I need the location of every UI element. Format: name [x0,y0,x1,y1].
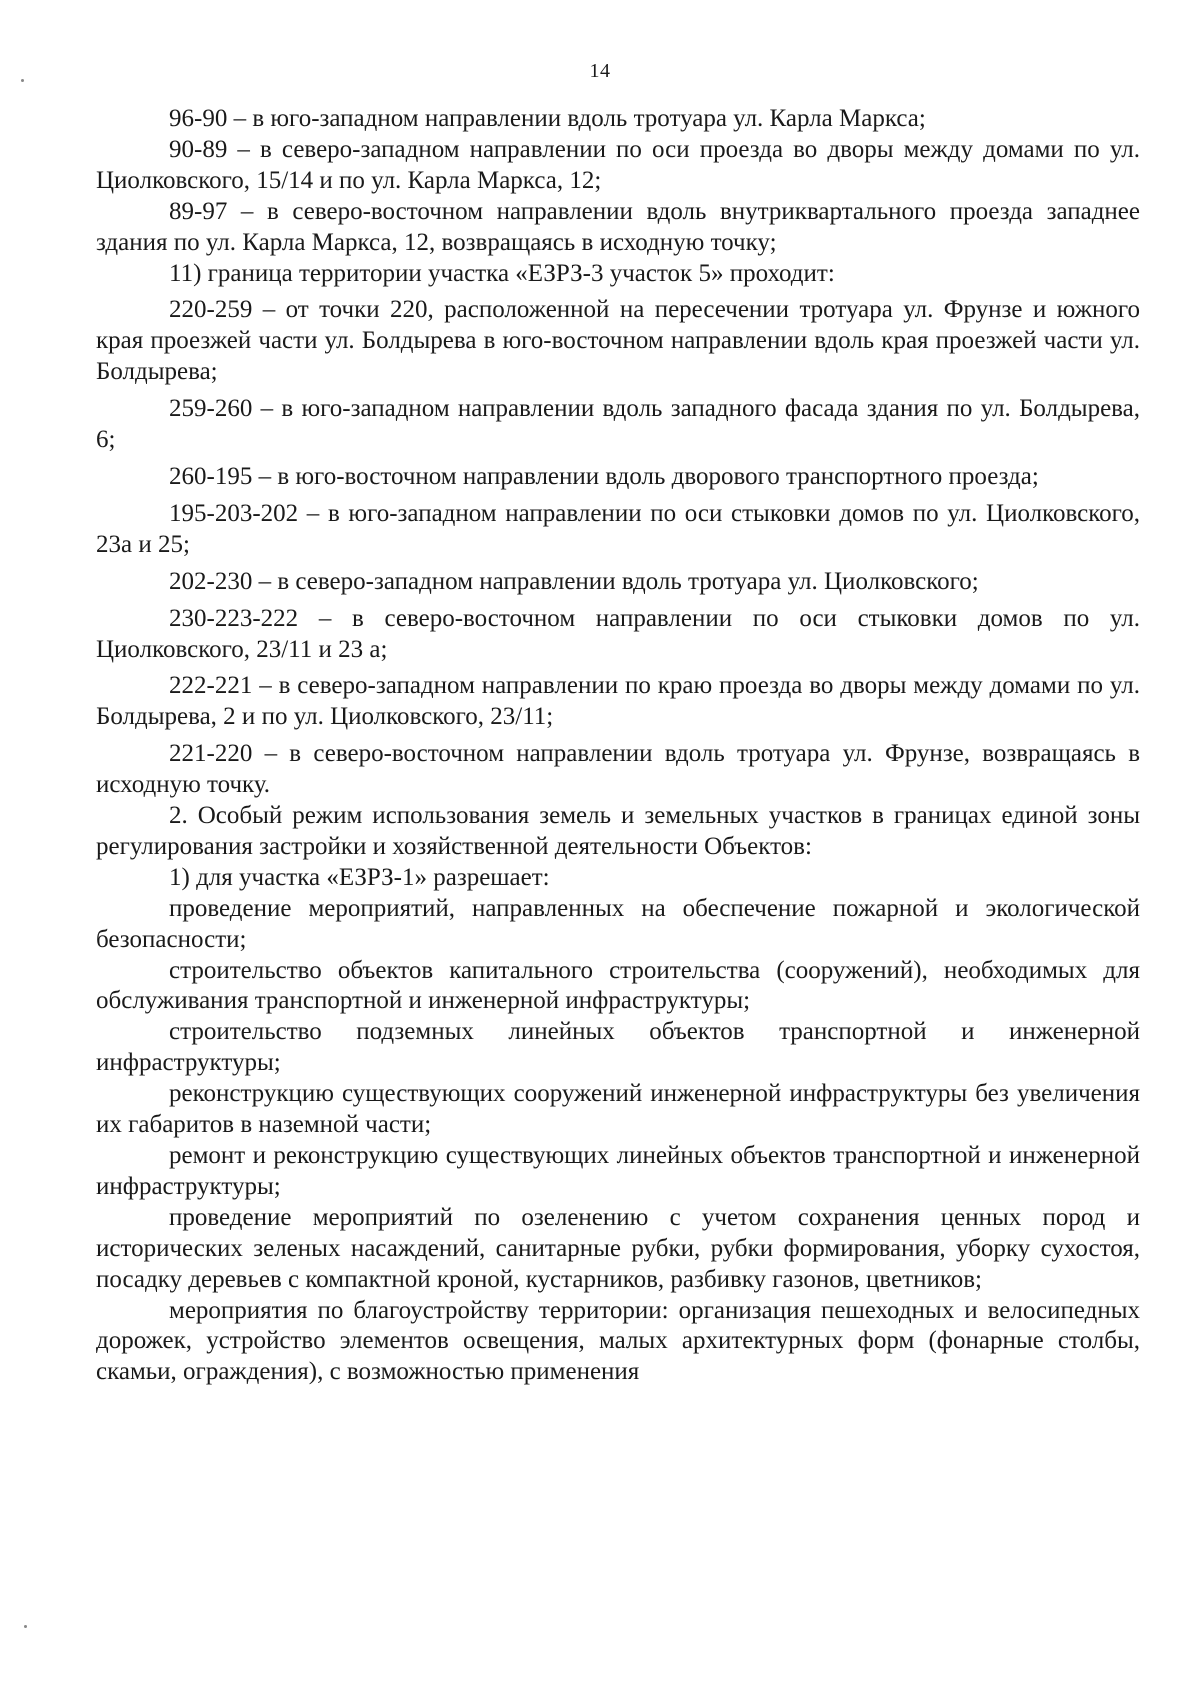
paragraph: мероприятия по благоустройству территории: организация пешеходных и велосипедных дорожек, устройство элементов освещения, малых архитектурных форм (фонарные столбы, скамьи, ограждения), с возможностью применения [96,1296,1140,1386]
paragraph: строительство объектов капитального строительства (сооружений), необходимых для обслуживания транспортной и инженерной инфраструктуры; [96,956,1140,1015]
paragraph: 90-89 – в северо-западном направлении по оси проезда во дворы между домами по ул. Циолковского, 15/14 и по ул. Карла Маркса, 12; [96,135,1140,194]
paragraph: 2. Особый режим использования земель и земельных участков в границах единой зоны регулирования застройки и хозяйственной деятельности Объектов: [96,802,1140,860]
paragraph: проведение мероприятий, направленных на обеспечение пожарной и экологической безопасности; [96,894,1140,953]
paragraph: 222-221 – в северо-западном направлении по краю проезда во дворы между домами по ул. Болдырева, 2 и по ул. Циолковского, 23/11; [96,672,1140,731]
paragraph: 11) граница территории участка «ЕЗРЗ-3 участок 5» проходит: [169,259,835,287]
paragraph: строительство подземных линейных объектов транспортной и инженерной инфраструктуры; [96,1018,1140,1077]
page-number: 14 [589,60,611,82]
paragraph: 260-195 – в юго-восточном направлении вдоль дворового транспортного проезда; [169,462,1039,490]
paragraph: 202-230 – в северо-западном направлении вдоль тротуара ул. Циолковского; [169,567,979,595]
paragraph: 96-90 – в юго-западном направлении вдоль тротуара ул. Карла Маркса; [169,105,926,132]
paragraph: 195-203-202 – в юго-западном направлении по оси стыковки домов по ул. Циолковского, 23а и 25; [96,499,1140,558]
paragraph: 89-97 – в северо-восточном направлении вдоль внутриквартального проезда западнее здания по ул. Карла Маркса, 12, возвращаясь в исходную точку; [96,197,1140,256]
paragraph: проведение мероприятий по озеленению с учетом сохранения ценных пород и исторических зеленых насаждений, санитарные рубки, рубки формирования, уборку сухостоя, посадку деревьев с компактной кроной, кустарников, разбивку газонов, цветников; [96,1203,1140,1293]
paragraph: 230-223-222 – в северо-восточном направлении по оси стыковки домов по ул. Циолковского, 23/11 и 23 а; [96,604,1140,663]
paragraph: 259-260 – в юго-западном направлении вдоль западного фасада здания по ул. Болдырева, 6; [96,395,1140,454]
body-text [96,104,1140,1388]
paragraph: 1) для участка «ЕЗРЗ-1» разрешает: [169,863,550,891]
paragraph: реконструкцию существующих сооружений инженерной инфраструктуры без увеличения их габаритов в наземной части; [96,1080,1140,1139]
paragraph: 220-259 – от точки 220, расположенной на пересечении тротуара ул. Фрунзе и южного края проезжей части ул. Болдырева в юго-восточном направлении вдоль края проезжей части ул. Болдырева; [96,296,1140,386]
scan-speck [24,1625,27,1628]
paragraph: ремонт и реконструкцию существующих линейных объектов транспортной и инженерной инфраструктуры; [96,1142,1140,1200]
paragraph: 221-220 – в северо-восточном направлении вдоль тротуара ул. Фрунзе, возвращаясь в исходную точку. [96,740,1140,799]
